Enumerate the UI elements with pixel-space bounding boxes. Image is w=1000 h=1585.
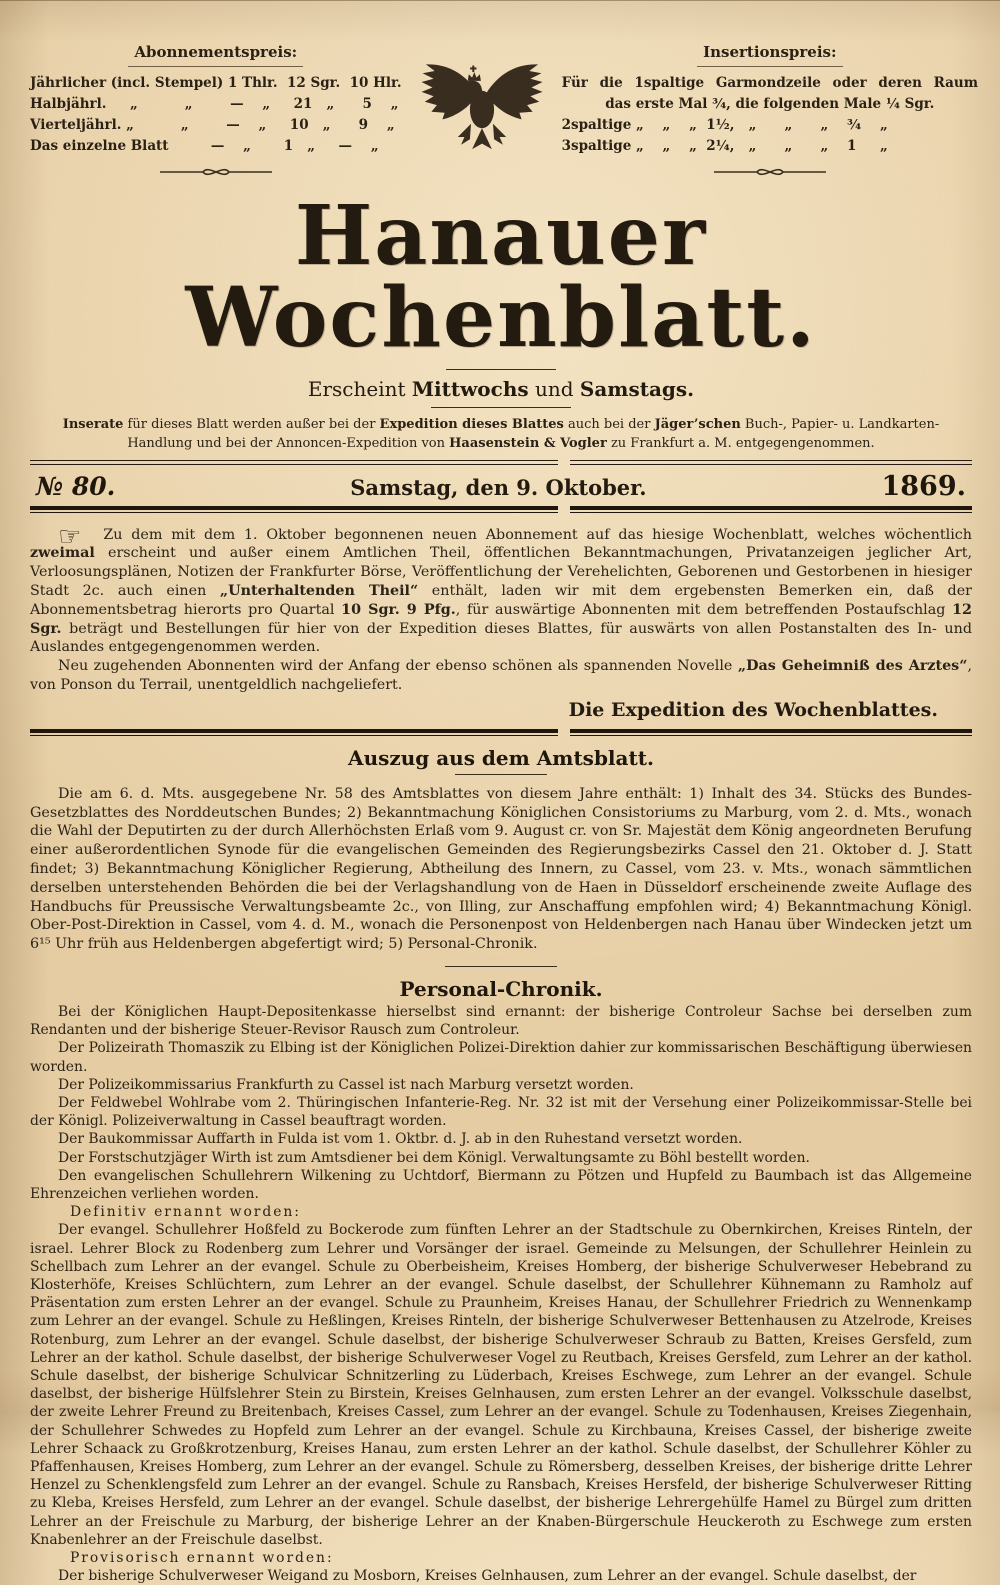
- chronik-paragraph: Der Polizeirath Thomaszik zu Elbing ist der Königlichen Polizei-Direktion dahier zur kommissarischen Beschäftigung überwiesen worden.: [30, 1040, 972, 1075]
- divider: [445, 966, 557, 967]
- definitiv-paragraph: Der evangel. Schullehrer Hoßfeld zu Bockerode zum fünften Lehrer an der Stadtschule zu Obernkirchen, Kreises Rinteln, der israel. Lehrer Block zu Rodenberg zum Lehrer und Vorsänger der israel. Gemeinde zu Melsungen, der Schullehrer Heinlein zu Schellbach zum Lehrer an der evangel. Schule zu Oberbeisheim, Kreises Homberg, der bisherige Schulverweser Hebebrand zu Klosterhöfe, Kreises Schlüchtern, zum Lehrer an der evangel. Schule daselbst, der Schullehrer Kühnemann zu Ramholz auf Präsentation zum ersten Lehrer an der evangel. Schule zu Praunheim, Kreises Hanau, der Schullehrer Friedrich zu Wennenkamp zum Lehrer an der evangel. Schule zu Heßlingen, Kreises Rinteln, der bisherige Schulverweser Bettenhausen zu Atzelrode, Kreises Rotenburg, zum Lehrer an der evangel. Schule daselbst, der bisherige Schulverweser Schraub zu Batten, Kreises Gersfeld, zum Lehrer an der kathol. Schule daselbst, der bisherige Schulverweser Vogel zu Reutbach, Kreises Gersfeld, zum Lehrer an der kathol. Schule daselbst, der bisherige Schulvicar Schnitzerling zu Lüderbach, Kreises Eschwege, zum Lehrer an der evangel. Schule daselbst, der bisherige Hülfslehrer Stein zu Birstein, Kreises Gelnhausen, zum ersten Lehrer an der evangel. Volksschule daselbst, der zweite Lehrer Freund zu Breitenbach, Kreises Cassel, zum Lehrer an der evangel. Schule zu Todenhausen, Kreises Ziegenhain, der Schullehrer Schwedes zu Hopfeld zum Lehrer an der evangel. Schule zu Kirchbauna, Kreises Cassel, der bisherige zweite Lehrer Schaack zu Großkrotzenburg, Kreises Hanau, zum ersten Lehrer an der kathol. Schule daselbst, der Schullehrer Köhler zu Pfaffenhausen, Kreises Homberg, zum Lehrer an der evangel. Schule zu Römersberg, desselben Kreises, der bisherige dritte Lehrer Henzel zu Schenklengsfeld zum Lehrer an der evangel. Schule zu Ransbach, Kreises Hersfeld, der bisherige Schulverweser Ritting zu Kleba, Kreises Hersfeld, zum Lehrer an der evangel. Schule daselbst, der bisherige Lehrergehülfe Hamel zu Bürgel zum dritten Lehrer an der Freischule zu Marburg, der bisherige Lehrer an der Knaben-Bürgerschule Heuckeroth zu Eschwege zum ersten Knabenlehrer an der Freischule daselbst.: [30, 1222, 972, 1548]
- price-row: 3spaltige „ „ „ 2¼, „ „ „ 1 „: [561, 138, 888, 155]
- divider: [30, 729, 972, 736]
- chronik-paragraph: Der Polizeikommissarius Frankfurth zu Cassel ist nach Marburg versetzt worden.: [58, 1076, 634, 1093]
- newspaper-title: Hanauer Wochenblatt.: [185, 187, 817, 366]
- subscription-price-box: [30, 41, 402, 179]
- insertion-line-1: Für die 1spaltige Garmondzeile oder deren Raum: [561, 75, 979, 92]
- eagle-emblem: [402, 41, 562, 163]
- chronik-paragraph: Der Feldwebel Wohlrabe vom 2. Thüringischen Infanterie-Reg. Nr. 32 ist mit der Versehung einer Polizeikommissar-Stelle bei der Königl. Polizeiverwaltung in Cassel beauftragt worden.: [30, 1094, 972, 1130]
- masthead-header: [30, 11, 979, 179]
- intro-paragraph: ☞ Zu dem mit dem 1. Oktober begonnenen neuen Abonnement auf das hiesige Wochenblatt, welches wöchentlich zweimal erscheint und außer einem Amtlichen Theil, öffentlichen Bekanntmachungen, Privatanzeigen jeglicher Art, Verloosungsplänen, Notizen der Frankfurter Börse, Veröffentlichung der Verehelichten, Geborenen und Gestorbenen in hiesiger Stadt 2c. auch einen „Unterhaltenden Theil“ enthält, laden wir mit dem ergebensten Bemerken ein, daß der Abonnementsbetrag hierorts pro Quartal 10 Sgr. 9 Pfg., für auswärtige Abonnenten mit dem betreffenden Postaufschlag 12 Sgr. beträgt und Bestellungen für hier von der Expedition dieses Blattes, für auswärts von allen Postanstalten des In- und Auslandes entgegengenommen werden.: [30, 521, 972, 656]
- price-row: Vierteljährl. „ „ — „ 10 „ 9 „: [30, 117, 395, 134]
- chronik-paragraph: Der Baukommissar Auffarth in Fulda ist vom 1. Oktbr. d. J. ab in den Ruhestand versetzt worden.: [58, 1131, 743, 1148]
- divider: [30, 506, 972, 513]
- price-row: 2spaltige „ „ „ 1½, „ „ „ ¾ „: [561, 117, 888, 134]
- subscription-notice: [30, 521, 972, 729]
- chronik-paragraph: Bei der Königlichen Haupt-Depositenkasse hierselbst sind ernannt: der bisherige Controleur Sachse bei derselben zum Rendanten und der bisherige Steuer-Revisor Rausch zum Controleur.: [30, 1003, 972, 1039]
- inserate-notice: Inserate für dieses Blatt werden außer bei der Expedition dieses Blattes auch bei der Jäger’schen Buch-, Papier- u. Landkarten-Handlung und bei der Annoncen-Expedition von Haasenstein & Vogler zu Frankfurt a. M. entgegengenommen.: [62, 416, 940, 451]
- provisorisch-paragraph: Der bisherige Schulverweser Weigand zu Mosborn, Kreises Gelnhausen, zum Lehrer an der evangel. Schule daselbst, der: [58, 1568, 917, 1585]
- divider: [431, 407, 571, 408]
- rope-ornament-icon: [156, 165, 276, 179]
- divider: [455, 774, 547, 775]
- price-row: Das einzelne Blatt — „ 1 „ — „: [30, 138, 379, 155]
- insertion-price-title: Insertionspreis:: [562, 41, 978, 67]
- price-row: Jährlicher (incl. Stempel) 1 Thlr. 12 Sgr. 10 Hlr.: [30, 75, 402, 92]
- divider: [30, 460, 972, 465]
- rope-ornament-icon: [710, 165, 830, 179]
- issue-date-bar: [30, 465, 972, 506]
- amtsblatt-paragraph: Die am 6. d. Mts. ausgegebene Nr. 58 des Amtsblattes von diesem Jahre enthält: 1) Inhalt des 34. Stücks des Bundes-Gesetzblattes des Norddeutschen Bundes; 2) Bekanntmachung Königlichen Consistoriums zu Marburg, vom 2. d. Mts., wonach die Wahl der Deputirten zu der durch Allerhöchsten Erlaß vom 9. August cr. von Sr. Majestät dem König angeordneten Berufung einer außerordentlichen Synode für die evangelischen Gemeinden des Regierungsbezirks Cassel den 21. Oktober d. J. Statt findet; 3) Bekanntmachung Königlicher Regierung, Abtheilung des Innern, zu Cassel, vom 23. v. Mts., wonach sämmtlichen derselben unterstehenden Behörden die bei der Verlagshandlung von de Haen in Düsseldorf erscheinende zweite Auflage des Handbuchs für Preussische Verwaltungsbeamte 2c., von Illing, zur Anschaffung empfohlen wird; 4) Bekanntmachung Königl. Ober-Post-Direktion in Cassel, vom 4. d. M., wonach die Personenpost von Heldenbergen nach Hanau über Windecken jetzt um 6¹⁵ Uhr früh aus Heldenbergen abgefertigt wird; 5) Personal-Chronik.: [30, 785, 972, 953]
- subscription-price-title: Abonnementspreis:: [30, 41, 402, 67]
- issue-number: № 80.: [36, 471, 116, 501]
- expedition-signature: Die Expedition des Wochenblattes.: [568, 698, 938, 721]
- newspaper-page: [0, 1, 1000, 1585]
- amtsblatt-section-title: Auszug aus dem Amtsblatt.: [348, 745, 654, 770]
- insertion-line-2: das erste Mal ¾, die folgenden Male ¼ Sgr.: [605, 96, 935, 113]
- personal-chronik-section: [30, 977, 972, 1585]
- provisorisch-heading: Provisorisch ernannt worden:: [70, 1550, 334, 1567]
- chronik-paragraph: Den evangelischen Schullehrern Wilkening zu Uchtdorf, Biermann zu Pötzen und Hupfeld zu Baumbach ist das Allgemeine Ehrenzeichen verliehen worden.: [30, 1167, 972, 1202]
- personal-chronik-title: Personal-Chronik.: [399, 976, 603, 1001]
- divider: [446, 369, 556, 370]
- novella-paragraph: Neu zugehenden Abonnenten wird der Anfang der ebenso schönen als spannenden Novelle „Das Geheimniß des Arztes“, von Ponson du Terrail, unentgeldlich nachgeliefert.: [30, 658, 972, 693]
- issue-date: Samstag, den 9. Oktober.: [350, 474, 647, 500]
- manicule-pointing-hand-icon: ☞: [58, 521, 82, 552]
- price-row: Halbjährl. „ „ — „ 21 „ 5 „: [30, 96, 399, 113]
- issue-year: 1869.: [881, 470, 966, 502]
- chronik-paragraph: Der Forstschutzjäger Wirth ist zum Amtsdiener bei dem Königl. Verwaltungsamte zu Böhl bestellt worden.: [58, 1149, 810, 1166]
- prussian-eagle-icon: [416, 45, 548, 163]
- publication-days-line: Erscheint Mittwochs und Samstags.: [307, 376, 695, 401]
- definitiv-heading: Definitiv ernannt worden:: [70, 1204, 301, 1221]
- insertion-price-box: [562, 41, 978, 179]
